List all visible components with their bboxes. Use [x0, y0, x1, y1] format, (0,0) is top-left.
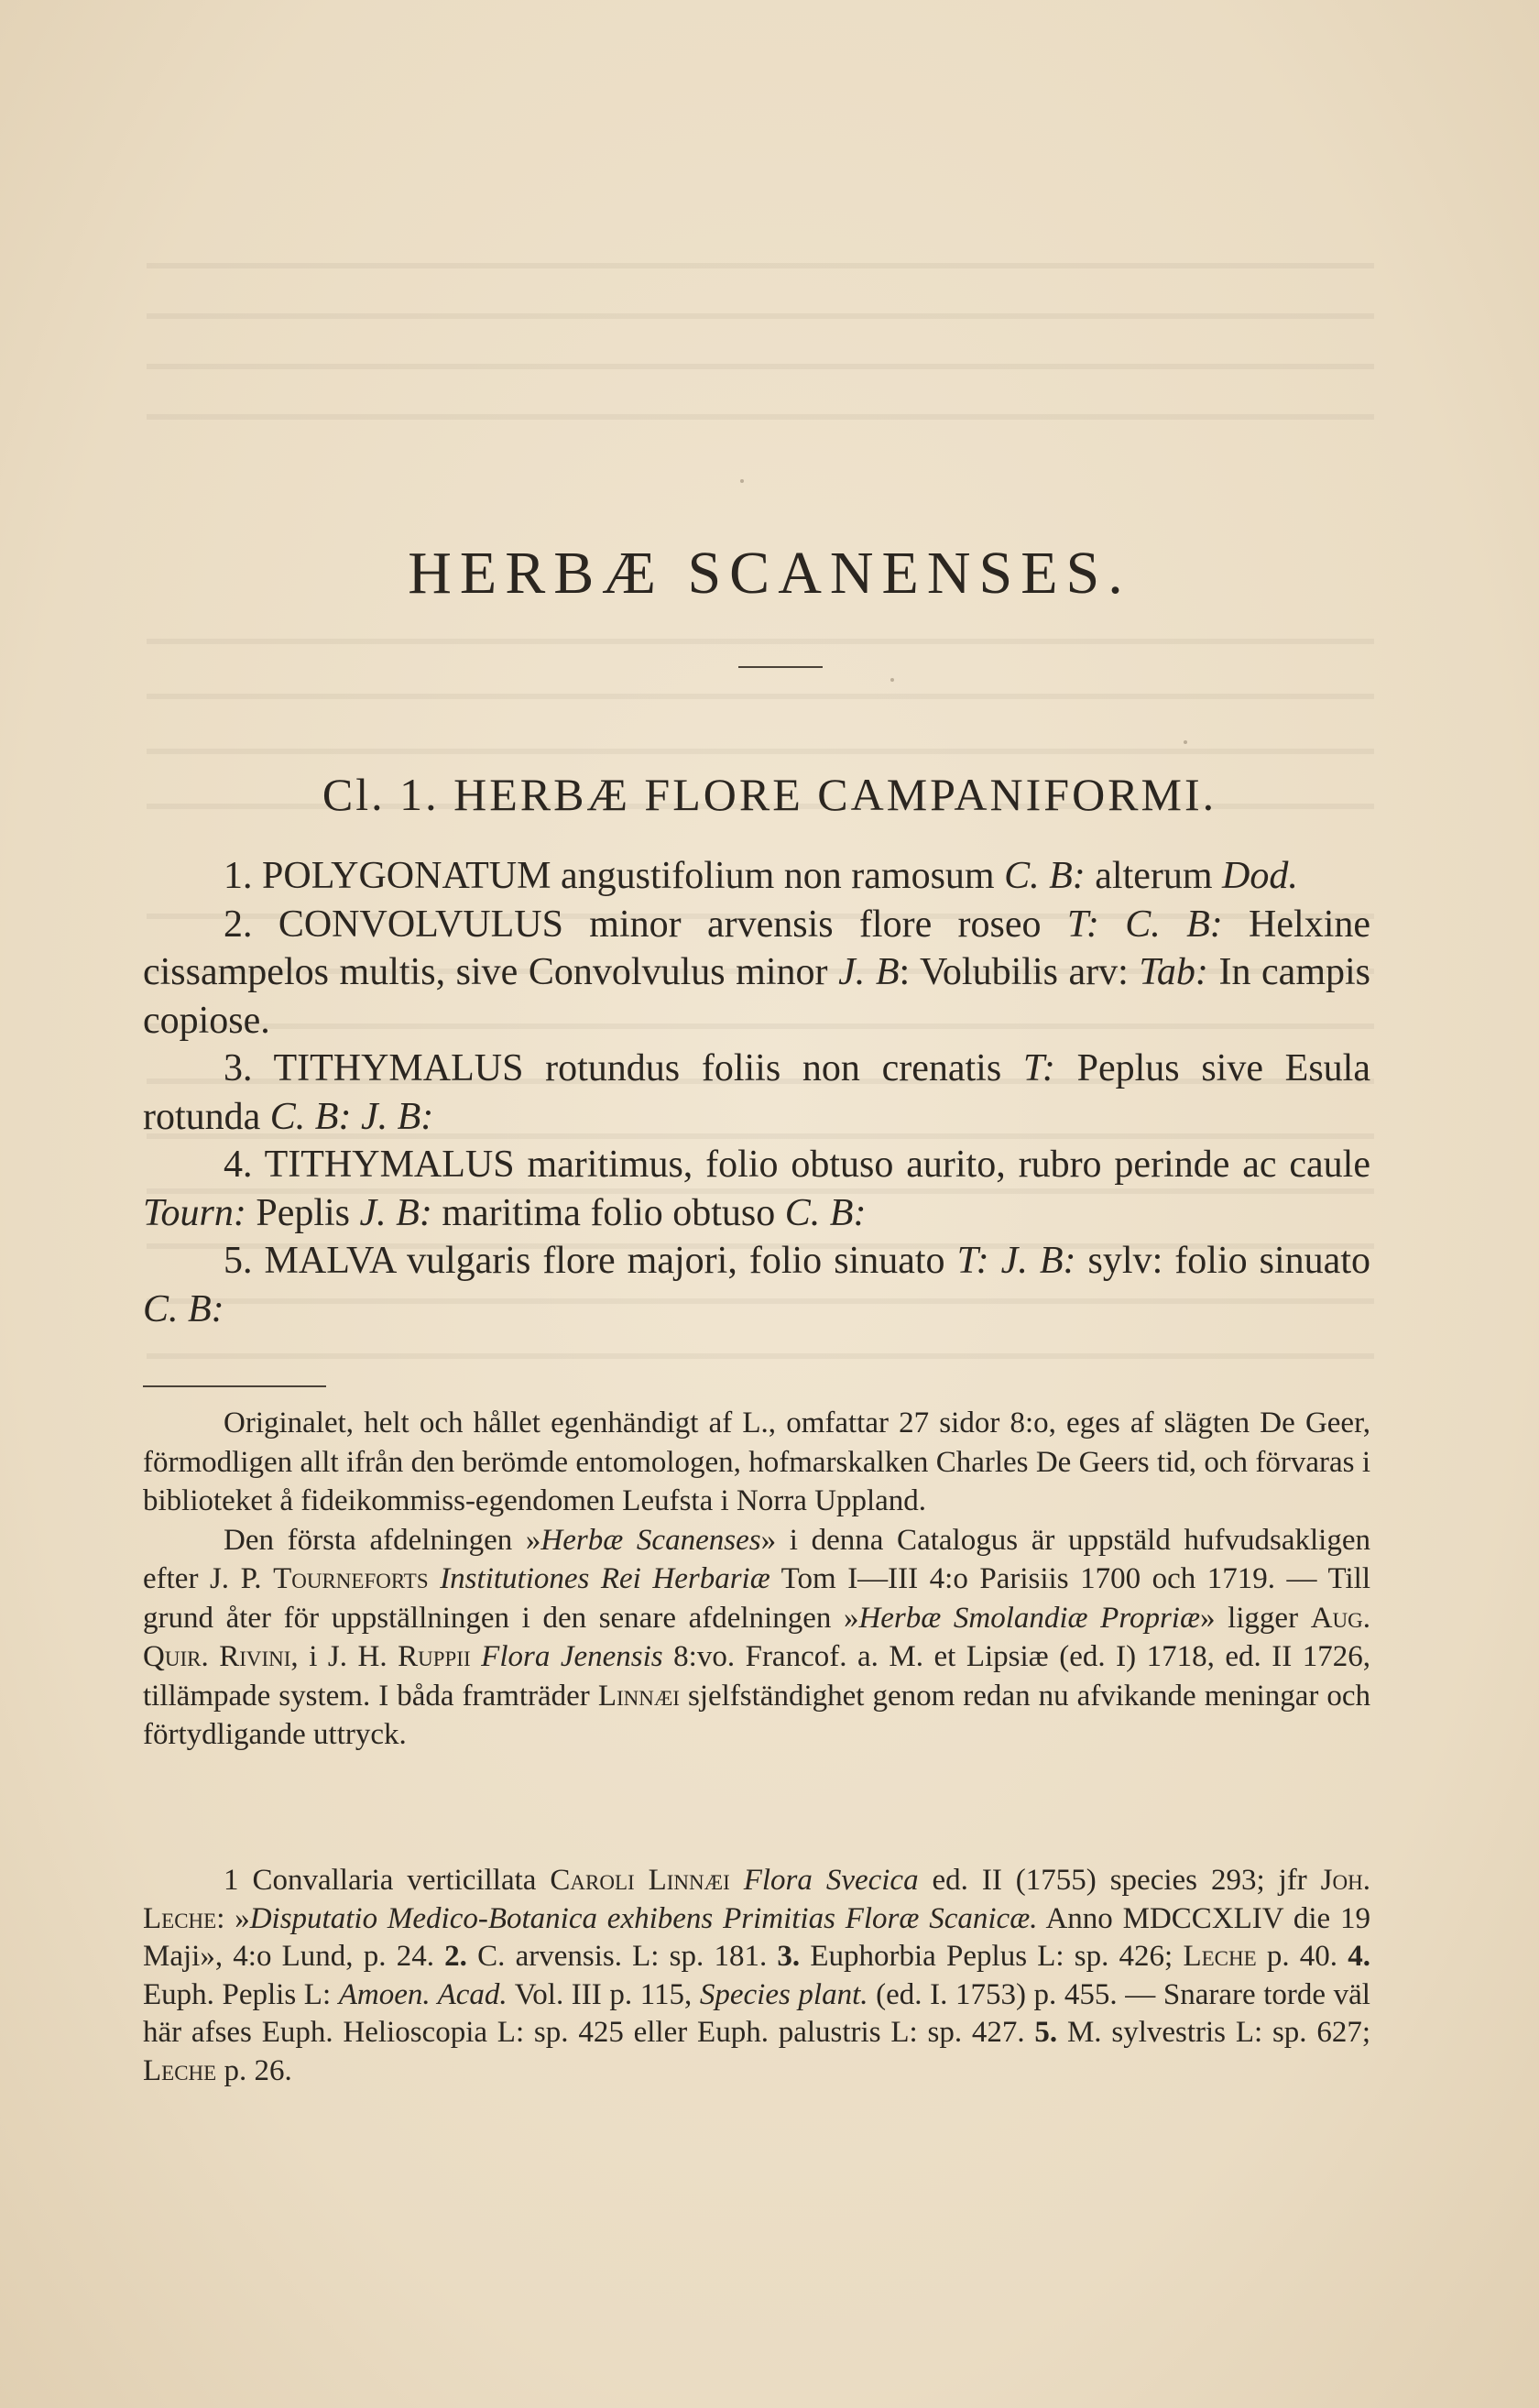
footnotes [143, 1862, 1370, 2090]
title-divider [738, 666, 823, 668]
paper-speck [740, 479, 744, 483]
page-title: HERBÆ SCANENSES. [408, 540, 1131, 607]
paper-speck [890, 678, 894, 682]
plant-entry-1: 1. POLYGONATUM angustifolium non ramosum C. B: alterum Dod. [224, 855, 1298, 897]
note-paragraph-1: Originalet, helt och hållet egenhändigt af L., omfattar 27 sidor 8:o, eges af slägten De Geer, förmodligen allt ifrån den berömde entomologen, hofmarskalken Charles De Geers tid, och förvaras i biblioteket å fideikommiss-egendomen Leufsta i Norra Uppland. [143, 1406, 1370, 1517]
class-heading: Cl. 1. HERBÆ FLORE CAMPANIFORMI. [322, 769, 1217, 820]
plant-entry-4: 4. TITHYMALUS maritimus, folio obtuso aurito, rubro perinde ac caule Tourn: Peplis J. B: maritima folio obtuso C. B: [143, 1144, 1370, 1234]
footnote-paragraph: 1 Convallaria verticillata Caroli Linnæi Flora Svecica ed. II (1755) species 293; jfr Joh. Leche: »Disputatio Medico-Botanica exhibens Primitias Floræ Scanicæ. Anno MDCCXLIV die 19 Maji», 4:o Lund, p. 24. 2. C. arvensis. L: sp. 181. 3. Euphorbia Peplus L: sp. 426; Leche p. 40. 4. Euph. Peplis L: Amoen. Acad. Vol. III p. 115, Species plant. (ed. I. 1753) p. 455. — Snarare torde väl här afses Euph. Helioscopia L: sp. 425 eller Euph. palustris L: sp. 427. 5. M. sylvestris L: sp. 627; Leche p. 26. [143, 1864, 1371, 2087]
paper-speck [1184, 740, 1187, 744]
notes-separator [143, 1385, 326, 1387]
note-paragraph-2: Den första afdelningen »Herbæ Scanenses» i denna Catalogus är uppstäld hufvudsakligen efter J. P. Tourneforts Institutiones Rei Herbariæ Tom I—III 4:o Parisiis 1700 och 1719. — Till grund åter för uppställningen i den senare afdelningen »Herbæ Smolandiæ Propriæ» ligger Aug. Quir. Rivini, i J. H. Ruppii Flora Jenensis 8:vo. Francof. a. M. et Lipsiæ (ed. I) 1718, ed. II 1726, tillämpade system. I båda framträder Linnæi sjelfständighet genom redan nu afvikande meningar och förtydligande uttryck. [143, 1523, 1371, 1751]
plant-entry-2: 2. CONVOLVULUS minor arvensis flore roseo T: C. B: Helxine cissampelos multis, sive Convolvulus minor J. B: Volubilis arv: Tab: In campis copiose. [143, 903, 1371, 1042]
plant-entries [143, 852, 1370, 1333]
plant-entry-3: 3. TITHYMALUS rotundus foliis non crenatis T: Peplus sive Esula rotunda C. B: J. B: [143, 1047, 1370, 1138]
editorial-notes [143, 1404, 1370, 1755]
plant-entry-5: 5. MALVA vulgaris flore majori, folio sinuato T: J. B: sylv: folio sinuato C. B: [143, 1240, 1370, 1330]
